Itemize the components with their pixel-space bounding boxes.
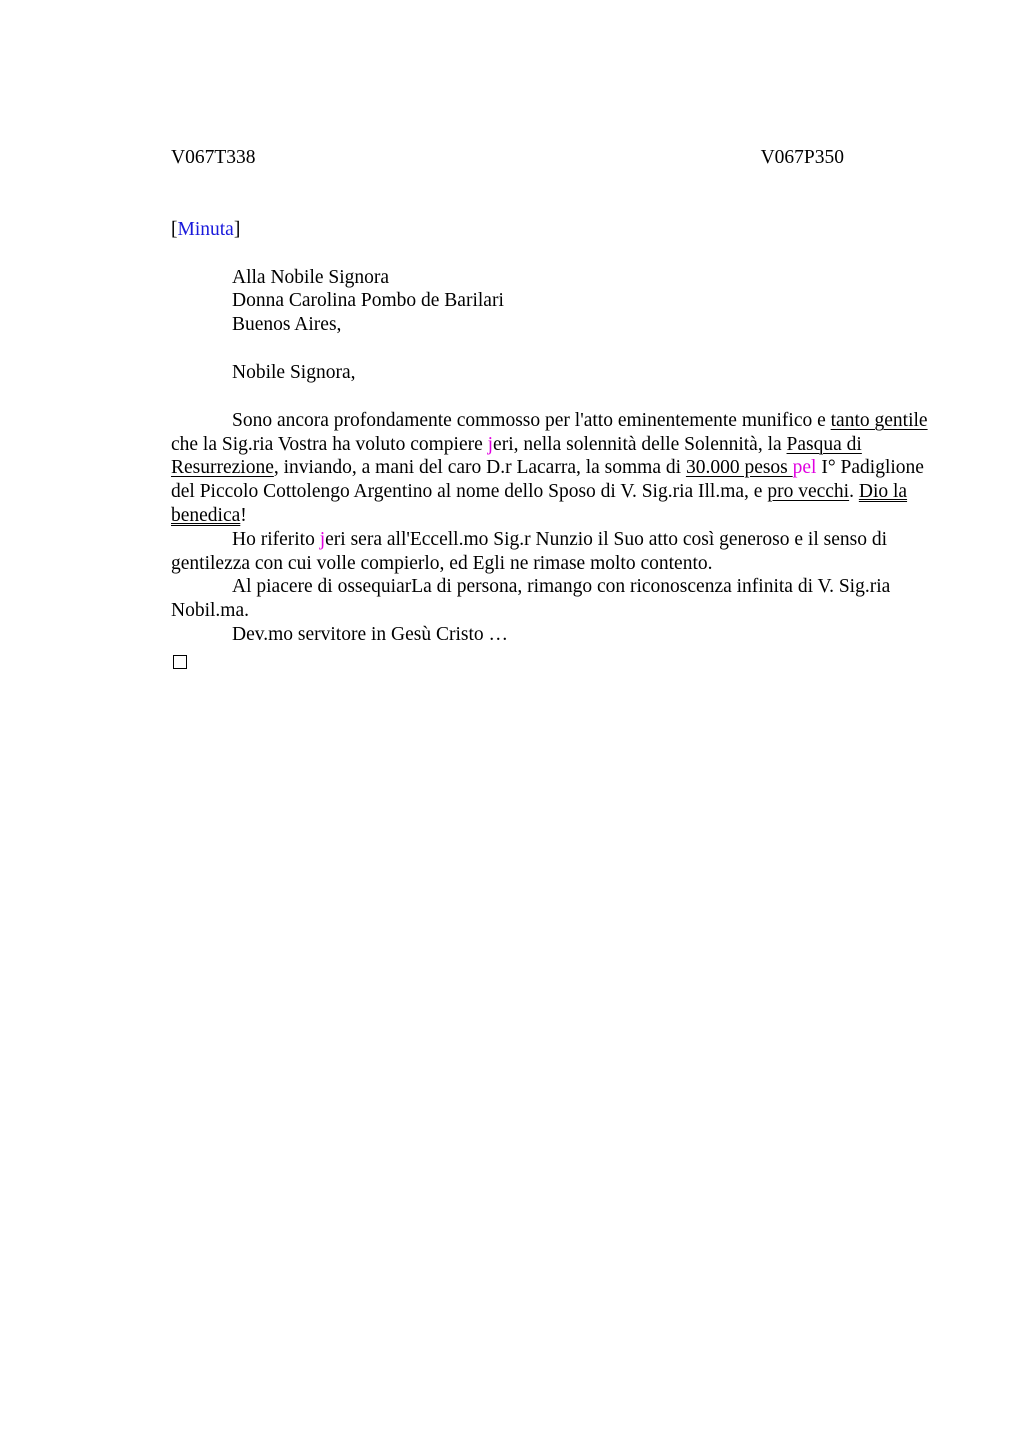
underlined-text: 30.000 pesos [685, 457, 793, 479]
minuta-label: Minuta [177, 218, 234, 240]
double-underlined-text: Dio la benedica [171, 481, 908, 526]
address-line: Buenos Aires, [232, 314, 342, 336]
address-line: Alla Nobile Signora [232, 266, 390, 288]
correction-text: j [319, 528, 326, 550]
letter-document [171, 146, 929, 671]
checkbox-icon [173, 655, 187, 669]
bracket-close: ] [233, 218, 241, 240]
document-code-left: V067T338 [171, 147, 256, 168]
text-run: Sono ancora profondamente commosso per l'atto eminentemente munifico e [232, 409, 831, 431]
paragraph-3: Al piacere di ossequiarLa di persona, rimango con riconoscenza infinita di V. Sig.ria Nobil.ma. [171, 576, 891, 622]
paragraph-2 [171, 528, 929, 576]
document-header [171, 146, 844, 170]
document-label [171, 218, 929, 242]
text-run: ! [240, 504, 247, 526]
salutation: Nobile Signora, [232, 361, 356, 383]
address-block [171, 266, 929, 337]
underlined-text: tanto gentile [830, 409, 928, 431]
paragraph-1 [171, 409, 929, 528]
text-run: eri, nella solennità delle Solennità, la [493, 433, 787, 455]
correction-text: j [487, 433, 494, 455]
text-run: eri sera all'Eccell.mo Sig.r Nunzio il Suo atto così generoso e il senso di gentilezza con cui volle compierlo, ed Egli ne rimase molto contento. [171, 528, 887, 574]
text-run: Ho riferito [232, 528, 320, 550]
correction-text: pel [792, 457, 817, 479]
text-run: . [849, 481, 859, 503]
text-run: , inviando, a mani del caro D.r Lacarra, la somma di [273, 457, 686, 479]
text-run: che la Sig.ria Vostra ha voluto compiere [171, 433, 488, 455]
end-marker [171, 647, 929, 671]
text-run: I° Padiglione del Piccolo Cottolengo Argentino al nome dello Sposo di V. Sig.ria Ill.ma, e [171, 457, 924, 503]
closing-signature: Dev.mo servitore in Gesù Cristo … [232, 623, 509, 645]
bracket-open: [ [171, 218, 178, 240]
underlined-text: Pasqua di Resurrezione [171, 433, 862, 479]
document-code-right: V067P350 [760, 147, 844, 168]
address-line: Donna Carolina Pombo de Barilari [232, 290, 504, 312]
underlined-text: pro vecchi [767, 481, 850, 503]
